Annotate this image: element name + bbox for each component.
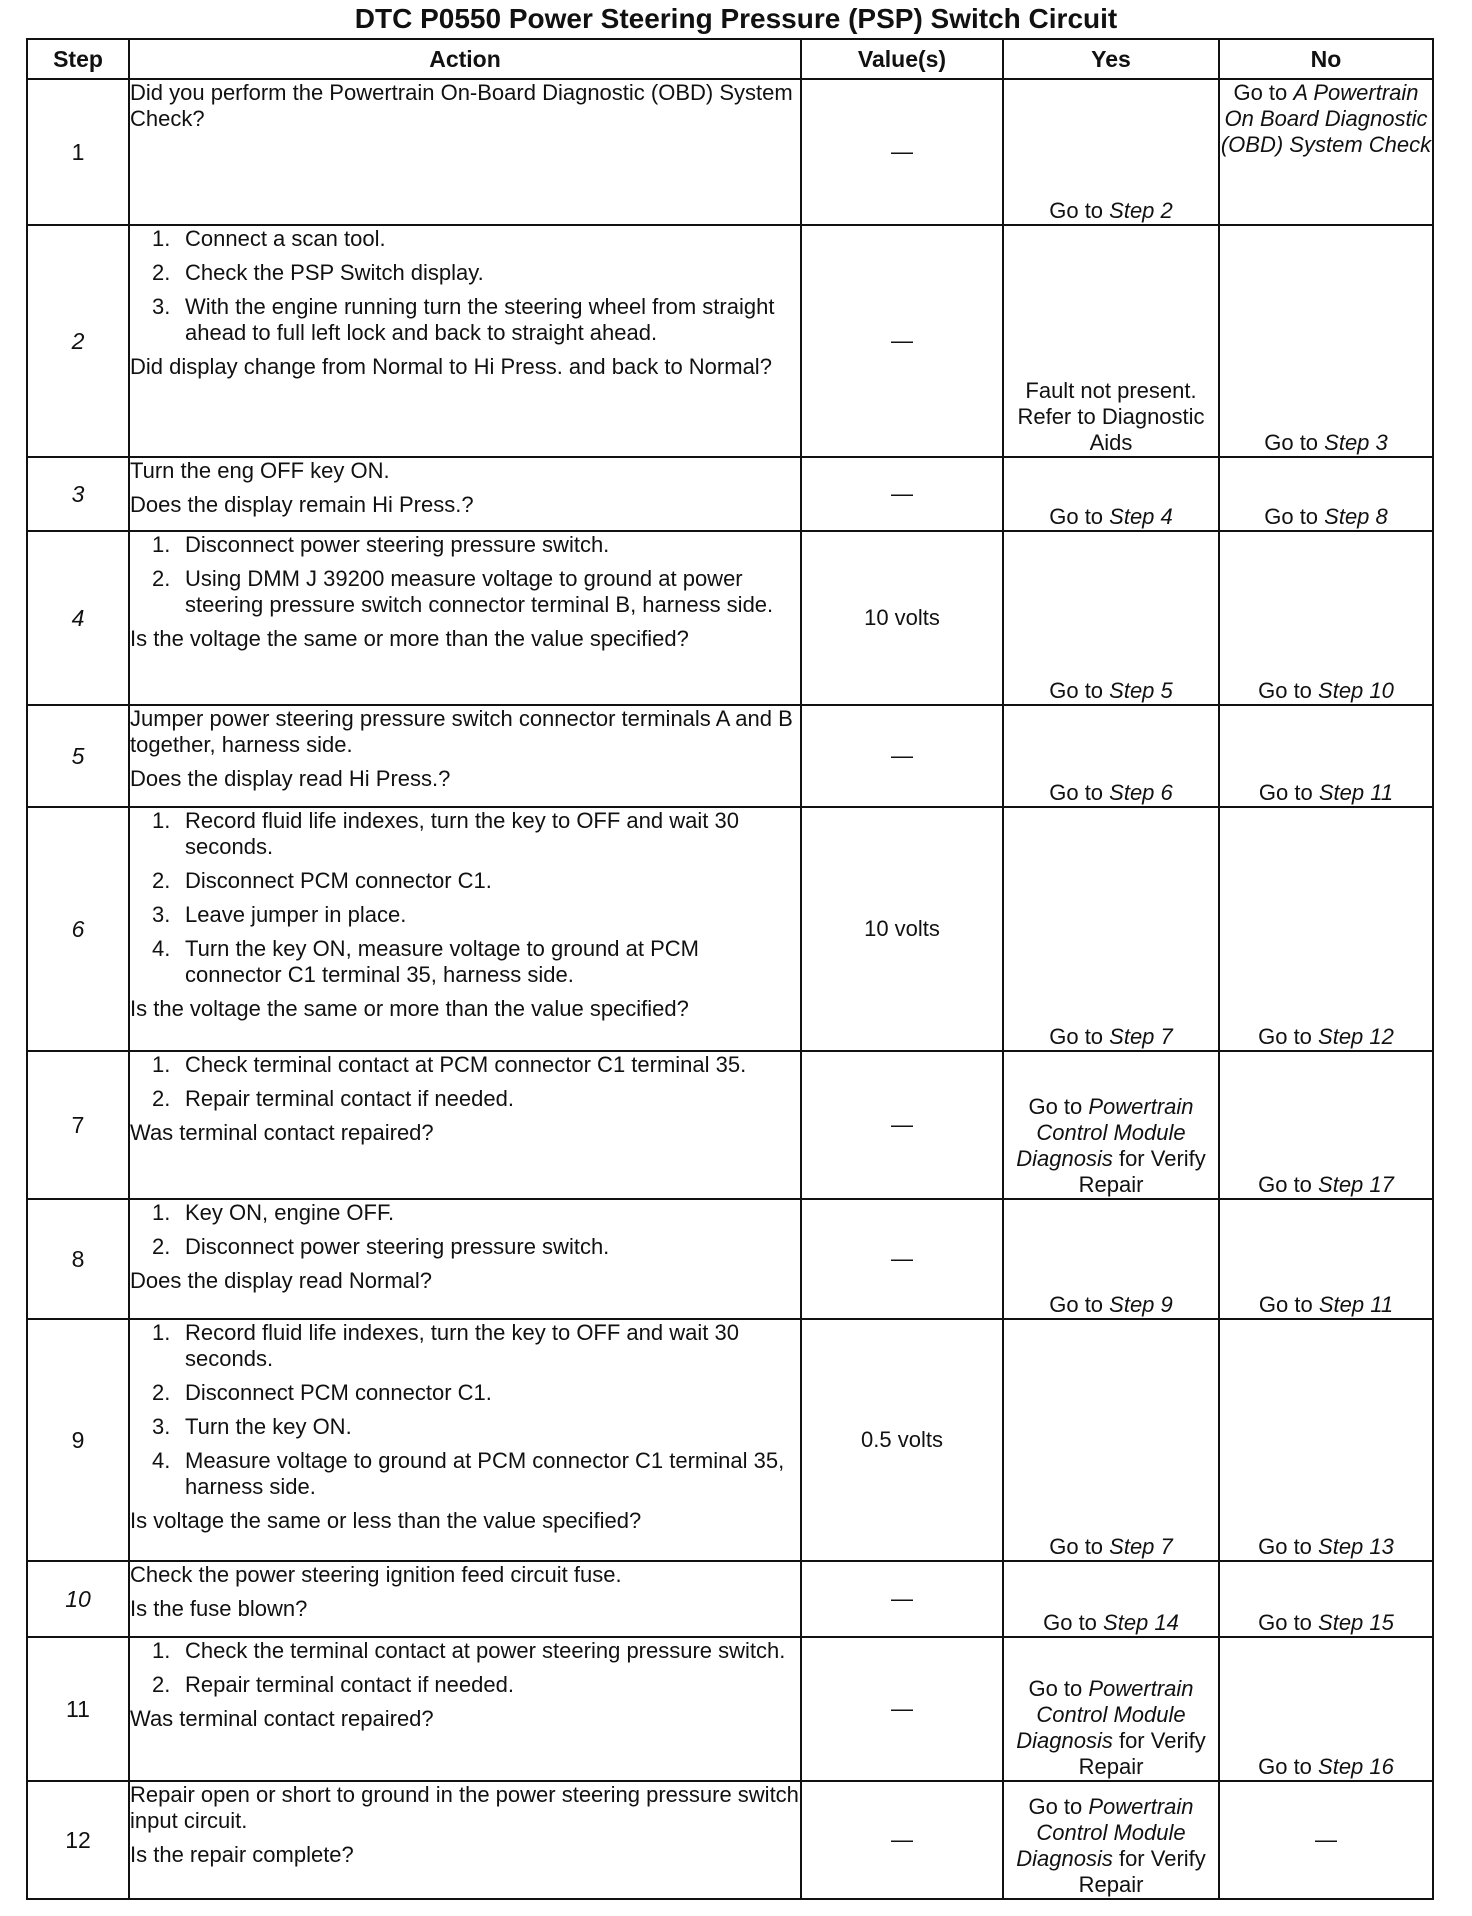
no-goto-target: Step 8 xyxy=(1324,504,1388,529)
header-row xyxy=(27,39,1433,79)
action-list-number: 4. xyxy=(152,1448,171,1473)
action-list-text: Using DMM J 39200 measure voltage to ground at power steering pressure switch connector terminal B, harness side. xyxy=(185,566,774,617)
step-cell: 1 xyxy=(27,79,129,225)
action-line: Is the repair complete? xyxy=(130,1842,354,1867)
action-question: Does the display read Normal? xyxy=(130,1268,433,1293)
action-list-text: Check the PSP Switch display. xyxy=(185,260,484,285)
yes-goto-suffix: for Verify Repair xyxy=(1078,1728,1206,1779)
yes-cell xyxy=(1003,1637,1219,1781)
action-list-item xyxy=(130,808,800,860)
action-question: Is voltage the same or less than the value specified? xyxy=(130,1508,642,1533)
action-list xyxy=(130,1638,800,1698)
no-goto-prefix: Go to xyxy=(1258,780,1319,805)
table-row xyxy=(27,531,1433,705)
action-list-text: Disconnect power steering pressure switch. xyxy=(185,1234,610,1259)
action-cell xyxy=(129,1781,801,1899)
action-line: Did you perform the Powertrain On-Board Diagnostic (OBD) System Check? xyxy=(130,80,793,131)
action-list-item xyxy=(130,226,800,252)
no-cell xyxy=(1219,1781,1433,1899)
value-cell: 10 volts xyxy=(801,807,1003,1051)
action-list-text: Record fluid life indexes, turn the key to OFF and wait 30 seconds. xyxy=(185,1320,739,1371)
no-cell xyxy=(1219,1051,1433,1199)
table-row xyxy=(27,79,1433,225)
action-list xyxy=(130,1200,800,1260)
table-body xyxy=(27,79,1433,1899)
no-cell xyxy=(1219,1199,1433,1319)
table-row xyxy=(27,225,1433,457)
action-line: Check the power steering ignition feed circuit fuse. xyxy=(130,1562,622,1587)
yes-goto-prefix: Go to xyxy=(1043,1610,1104,1635)
step-cell: 10 xyxy=(27,1561,129,1637)
action-list xyxy=(130,532,800,618)
no-goto-prefix: Go to xyxy=(1258,1024,1319,1049)
step-cell: 12 xyxy=(27,1781,129,1899)
action-question: Did display change from Normal to Hi Press. and back to Normal? xyxy=(130,354,772,379)
yes-goto-prefix: Go to xyxy=(1049,1534,1110,1559)
action-list-item xyxy=(130,1448,800,1500)
action-list-item xyxy=(130,294,800,346)
yes-goto-prefix: Go to xyxy=(1028,1094,1089,1119)
action-list xyxy=(130,808,800,988)
header-values: Value(s) xyxy=(801,39,1003,79)
no-cell xyxy=(1219,457,1433,531)
action-list-item xyxy=(130,1234,800,1260)
no-goto-prefix: Go to xyxy=(1264,504,1325,529)
value-cell: — xyxy=(801,1051,1003,1199)
header-action: Action xyxy=(129,39,801,79)
no-goto-target: Step 12 xyxy=(1318,1024,1394,1049)
action-list-number: 1. xyxy=(152,808,171,833)
no-goto-target: Step 13 xyxy=(1318,1534,1394,1559)
action-line: Jumper power steering pressure switch connector terminals A and B together, harness side. xyxy=(130,706,793,757)
value-cell: — xyxy=(801,1781,1003,1899)
action-list-item xyxy=(130,1052,800,1078)
action-question: Was terminal contact repaired? xyxy=(130,1120,434,1145)
action-list-number: 2. xyxy=(152,1380,171,1405)
action-list-item xyxy=(130,868,800,894)
action-list-number: 1. xyxy=(152,532,171,557)
action-list-number: 3. xyxy=(152,294,171,319)
no-cell xyxy=(1219,1319,1433,1561)
value-cell: — xyxy=(801,79,1003,225)
table-row xyxy=(27,457,1433,531)
no-cell xyxy=(1219,705,1433,807)
action-cell xyxy=(129,807,801,1051)
yes-goto-prefix: Go to xyxy=(1049,504,1110,529)
page-title: DTC P0550 Power Steering Pressure (PSP) Switch Circuit xyxy=(354,3,1118,34)
no-goto-target: A Powertrain On Board Diagnostic (OBD) System Check xyxy=(1220,80,1432,157)
yes-goto-target: Powertrain Control Module Diagnosis xyxy=(1016,1094,1194,1171)
action-list xyxy=(130,1052,800,1112)
header-no: No xyxy=(1219,39,1433,79)
action-question: Is the voltage the same or more than the value specified? xyxy=(130,626,689,651)
value-cell: — xyxy=(801,705,1003,807)
action-list xyxy=(130,1320,800,1500)
action-list-text: Repair terminal contact if needed. xyxy=(185,1086,514,1111)
action-list-text: Record fluid life indexes, turn the key to OFF and wait 30 seconds. xyxy=(185,808,739,859)
step-cell: 7 xyxy=(27,1051,129,1199)
action-question: Is the voltage the same or more than the value specified? xyxy=(130,996,689,1021)
action-list-text: Check terminal contact at PCM connector C1 terminal 35. xyxy=(185,1052,747,1077)
value-cell: 10 volts xyxy=(801,531,1003,705)
action-list-item xyxy=(130,532,800,558)
yes-goto-prefix: Go to xyxy=(1028,1676,1089,1701)
step-cell: 3 xyxy=(27,457,129,531)
table-row xyxy=(27,1561,1433,1637)
no-goto-prefix: Go to xyxy=(1233,80,1294,105)
no-cell xyxy=(1219,225,1433,457)
value-cell: — xyxy=(801,457,1003,531)
no-cell xyxy=(1219,1637,1433,1781)
yes-goto-prefix: Go to xyxy=(1049,678,1110,703)
step-cell: 8 xyxy=(27,1199,129,1319)
no-goto-prefix: Go to xyxy=(1258,1754,1319,1779)
yes-goto-suffix: for Verify Repair xyxy=(1078,1846,1206,1897)
step-cell: 9 xyxy=(27,1319,129,1561)
yes-goto-prefix: Go to xyxy=(1049,1292,1110,1317)
action-cell xyxy=(129,1199,801,1319)
no-cell xyxy=(1219,531,1433,705)
table-row xyxy=(27,1319,1433,1561)
yes-goto-prefix: Go to xyxy=(1028,1794,1089,1819)
yes-goto-prefix: Go to xyxy=(1049,1024,1110,1049)
yes-goto-target: Step 2 xyxy=(1109,198,1173,223)
action-list-number: 2. xyxy=(152,1672,171,1697)
action-cell xyxy=(129,1051,801,1199)
action-list-text: Disconnect power steering pressure switch. xyxy=(185,532,610,557)
action-cell xyxy=(129,1561,801,1637)
action-list-text: Key ON, engine OFF. xyxy=(185,1200,395,1225)
yes-cell xyxy=(1003,705,1219,807)
action-list-number: 2. xyxy=(152,1086,171,1111)
no-goto-target: Step 11 xyxy=(1318,780,1394,805)
value-cell: — xyxy=(801,225,1003,457)
action-list-number: 3. xyxy=(152,1414,171,1439)
action-line: Turn the eng OFF key ON. xyxy=(130,458,390,483)
action-list-text: Measure voltage to ground at PCM connector C1 terminal 35, harness side. xyxy=(185,1448,785,1499)
yes-text: Fault not present. Refer to Diagnostic Aids xyxy=(1017,378,1205,455)
action-line: Is the fuse blown? xyxy=(130,1596,308,1621)
action-list-item xyxy=(130,1086,800,1112)
table-row xyxy=(27,1051,1433,1199)
action-list-number: 3. xyxy=(152,902,171,927)
action-question: Was terminal contact repaired? xyxy=(130,1706,434,1731)
no-goto-prefix: Go to xyxy=(1258,1292,1319,1317)
action-cell xyxy=(129,531,801,705)
action-line: Does the display read Hi Press.? xyxy=(130,766,451,791)
action-list-text: Turn the key ON. xyxy=(185,1414,352,1439)
no-goto-target: Step 10 xyxy=(1318,678,1394,703)
step-cell: 4 xyxy=(27,531,129,705)
yes-goto-target: Step 5 xyxy=(1109,678,1173,703)
yes-cell xyxy=(1003,807,1219,1051)
no-cell xyxy=(1219,807,1433,1051)
action-list-text: Connect a scan tool. xyxy=(185,226,386,251)
action-list-number: 2. xyxy=(152,868,171,893)
table-row xyxy=(27,1637,1433,1781)
action-list-item xyxy=(130,936,800,988)
action-list-number: 2. xyxy=(152,260,171,285)
yes-cell xyxy=(1003,457,1219,531)
no-goto-prefix: Go to xyxy=(1258,1610,1319,1635)
diagnostic-table xyxy=(26,38,1434,1900)
action-cell xyxy=(129,705,801,807)
step-cell: 6 xyxy=(27,807,129,1051)
value-cell: — xyxy=(801,1561,1003,1637)
no-text: — xyxy=(1315,1827,1337,1852)
action-list-text: Disconnect PCM connector C1. xyxy=(185,868,492,893)
action-list-item xyxy=(130,1320,800,1372)
action-list-item xyxy=(130,1200,800,1226)
no-goto-prefix: Go to xyxy=(1258,678,1319,703)
yes-goto-target: Powertrain Control Module Diagnosis xyxy=(1016,1676,1194,1753)
value-cell: 0.5 volts xyxy=(801,1319,1003,1561)
action-cell xyxy=(129,457,801,531)
step-cell: 2 xyxy=(27,225,129,457)
value-cell: — xyxy=(801,1637,1003,1781)
action-list-number: 2. xyxy=(152,566,171,591)
no-goto-target: Step 15 xyxy=(1318,1610,1394,1635)
no-goto-target: Step 11 xyxy=(1318,1292,1394,1317)
no-goto-target: Step 17 xyxy=(1318,1172,1394,1197)
action-list-item xyxy=(130,566,800,618)
yes-cell xyxy=(1003,225,1219,457)
action-list-item xyxy=(130,902,800,928)
action-list-item xyxy=(130,1380,800,1406)
action-list-item xyxy=(130,1672,800,1698)
action-list-text: With the engine running turn the steering wheel from straight ahead to full left lock and back to straight ahead. xyxy=(185,294,775,345)
action-list xyxy=(130,226,800,346)
action-list-text: Repair terminal contact if needed. xyxy=(185,1672,514,1697)
yes-cell xyxy=(1003,1319,1219,1561)
action-list-number: 1. xyxy=(152,1200,171,1225)
no-cell xyxy=(1219,1561,1433,1637)
no-goto-target: Step 3 xyxy=(1324,430,1388,455)
action-list-text: Turn the key ON, measure voltage to ground at PCM connector C1 terminal 35, harness side. xyxy=(185,936,699,987)
yes-goto-target: Step 6 xyxy=(1109,780,1173,805)
action-list-item xyxy=(130,1638,800,1664)
yes-cell xyxy=(1003,1199,1219,1319)
action-list-text: Leave jumper in place. xyxy=(185,902,407,927)
no-goto-prefix: Go to xyxy=(1258,1172,1319,1197)
action-cell xyxy=(129,1319,801,1561)
yes-goto-prefix: Go to xyxy=(1049,198,1110,223)
table-row xyxy=(27,807,1433,1051)
yes-goto-target: Powertrain Control Module Diagnosis xyxy=(1016,1794,1194,1871)
yes-goto-suffix: for Verify Repair xyxy=(1078,1146,1206,1197)
action-cell xyxy=(129,79,801,225)
action-list-text: Disconnect PCM connector C1. xyxy=(185,1380,492,1405)
yes-cell xyxy=(1003,531,1219,705)
yes-cell xyxy=(1003,1051,1219,1199)
yes-goto-target: Step 9 xyxy=(1109,1292,1173,1317)
action-line: Does the display remain Hi Press.? xyxy=(130,492,474,517)
step-cell: 5 xyxy=(27,705,129,807)
header-step: Step xyxy=(27,39,129,79)
action-list-number: 1. xyxy=(152,1638,171,1663)
step-cell: 11 xyxy=(27,1637,129,1781)
action-line: Repair open or short to ground in the power steering pressure switch input circuit. xyxy=(130,1782,799,1833)
value-cell: — xyxy=(801,1199,1003,1319)
action-list-number: 4. xyxy=(152,936,171,961)
yes-goto-target: Step 7 xyxy=(1109,1534,1173,1559)
yes-goto-target: Step 7 xyxy=(1109,1024,1173,1049)
action-list-text: Check the terminal contact at power steering pressure switch. xyxy=(185,1638,786,1663)
action-list-number: 2. xyxy=(152,1234,171,1259)
action-cell xyxy=(129,225,801,457)
no-goto-prefix: Go to xyxy=(1264,430,1325,455)
no-goto-target: Step 16 xyxy=(1318,1754,1394,1779)
yes-cell xyxy=(1003,1781,1219,1899)
action-list-number: 1. xyxy=(152,1320,171,1345)
action-list-number: 1. xyxy=(152,226,171,251)
action-list-number: 1. xyxy=(152,1052,171,1077)
action-list-item xyxy=(130,1414,800,1440)
table-row xyxy=(27,1781,1433,1899)
yes-goto-target: Step 4 xyxy=(1109,504,1173,529)
table-row xyxy=(27,1199,1433,1319)
yes-goto-prefix: Go to xyxy=(1049,780,1110,805)
action-list-item xyxy=(130,260,800,286)
action-cell xyxy=(129,1637,801,1781)
no-goto-prefix: Go to xyxy=(1258,1534,1319,1559)
no-cell xyxy=(1219,79,1433,225)
table-row xyxy=(27,705,1433,807)
yes-goto-target: Step 14 xyxy=(1103,1610,1179,1635)
yes-cell xyxy=(1003,79,1219,225)
yes-cell xyxy=(1003,1561,1219,1637)
header-yes: Yes xyxy=(1003,39,1219,79)
